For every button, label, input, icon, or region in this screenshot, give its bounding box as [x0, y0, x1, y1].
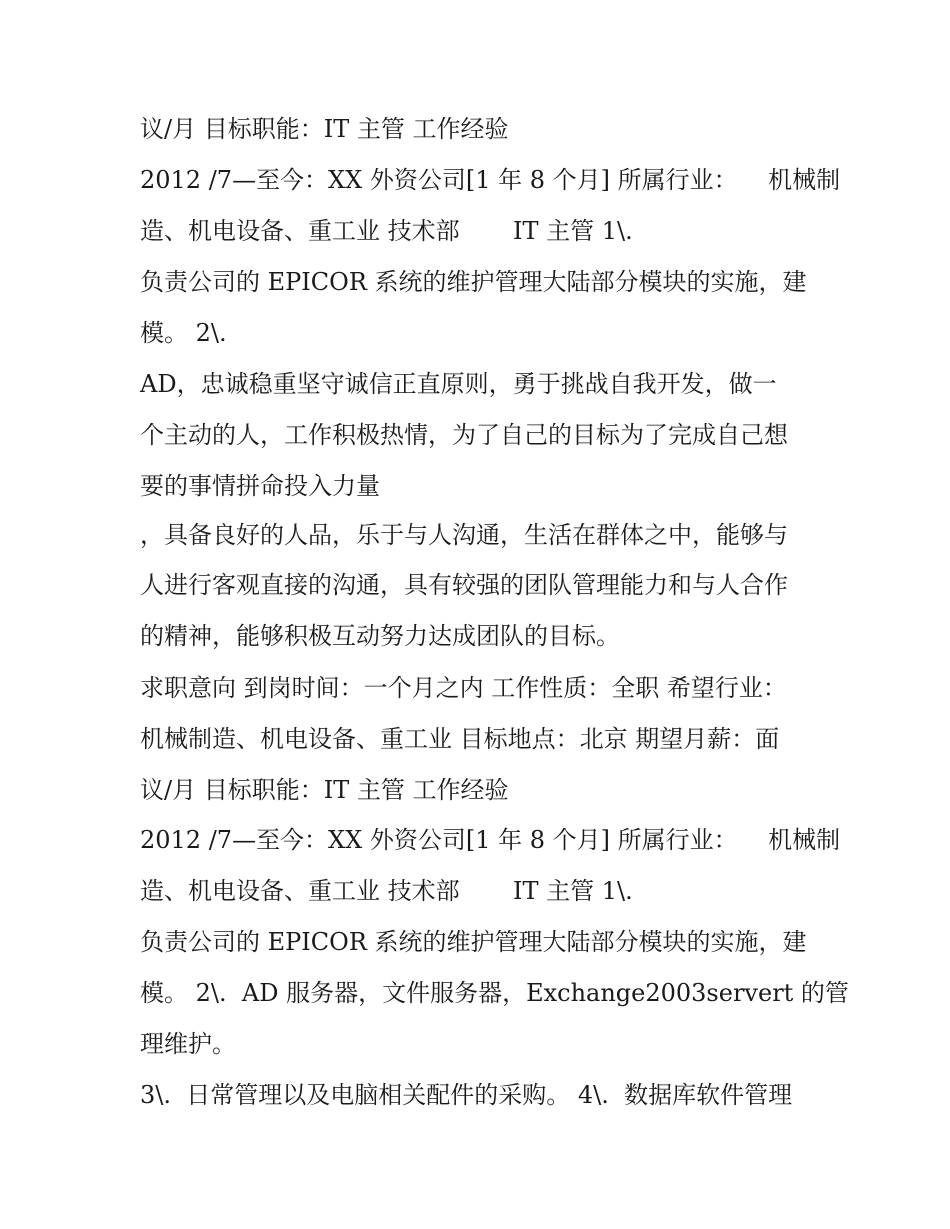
text-line: ，具备良好的人品，乐于与人沟通，生活在群体之中，能够与: [140, 521, 788, 549]
text-line: 模。 2\.: [140, 319, 227, 347]
text-line: 议/月 目标职能：IT 主管 工作经验: [140, 776, 509, 804]
text-line: 2012 /7—至今：XX 外资公司[1 年 8 个月] 所属行业： 机械制: [140, 166, 841, 194]
text-line: 个主动的人，工作积极热情，为了自己的目标为了完成自己想: [140, 421, 788, 449]
text-line: 2012 /7—至今：XX 外资公司[1 年 8 个月] 所属行业： 机械制: [140, 826, 841, 854]
text-line: 负责公司的 EPICOR 系统的维护管理大陆部分模块的实施，建: [140, 928, 807, 956]
text-line: 议/月 目标职能：IT 主管 工作经验: [140, 115, 509, 143]
text-line: 造、机电设备、重工业 技术部 IT 主管 1\.: [140, 877, 633, 905]
text-line: 3\. 日常管理以及电脑相关配件的采购。 4\. 数据库软件管理: [140, 1081, 793, 1109]
text-line: 造、机电设备、重工业 技术部 IT 主管 1\.: [140, 217, 633, 245]
text-line: 模。 2\. AD 服务器，文件服务器，Exchange2003servert 的管: [140, 979, 849, 1007]
text-line: AD，忠诚稳重坚守诚信正直原则，勇于挑战自我开发，做一: [140, 370, 777, 398]
text-line: 的精神，能够积极互动努力达成团队的目标。: [140, 622, 620, 650]
text-line: 要的事情拼命投入力量: [140, 472, 380, 500]
text-line: 机械制造、机电设备、重工业 目标地点：北京 期望月薪：面: [140, 725, 780, 753]
text-line: 理维护。: [140, 1030, 236, 1058]
text-line: 求职意向 到岗时间：一个月之内 工作性质：全职 希望行业：: [140, 674, 787, 702]
text-line: 人进行客观直接的沟通，具有较强的团队管理能力和与人合作: [140, 571, 788, 599]
text-line: 负责公司的 EPICOR 系统的维护管理大陆部分模块的实施，建: [140, 268, 807, 296]
